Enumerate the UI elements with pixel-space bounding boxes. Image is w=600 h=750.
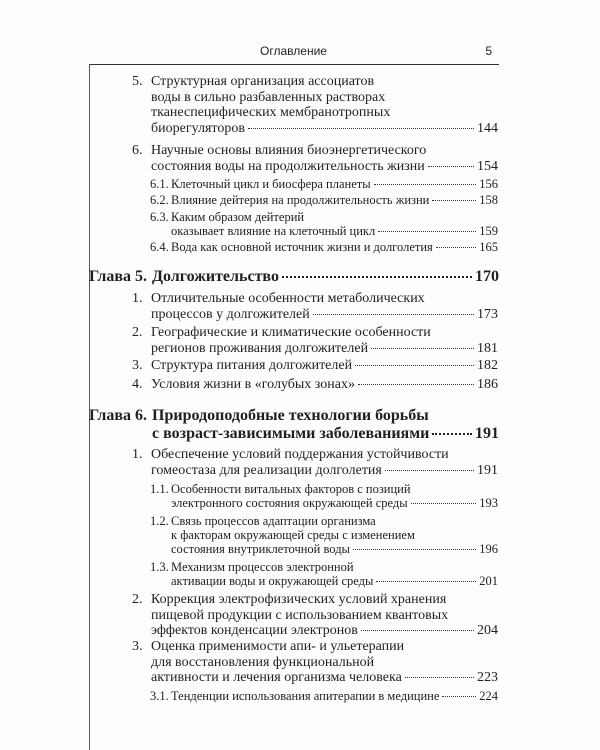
page-number: 154 [477,158,498,174]
dot-leader [411,503,477,504]
entry-number: 1.2. [150,514,169,528]
page-number: 204 [477,623,498,638]
entry-text: электронного состояния окружающей среды [171,496,408,510]
entry-text: воды в сильно разбавленных растворах [151,89,386,105]
header-title: Оглавление [260,44,327,58]
entry-text: Географические и климатические особенности [151,325,431,340]
entry-text: Клеточный цикл и биосфера планеты [171,177,371,191]
entry-number: 4. [132,377,143,392]
toc-entry[interactable] [132,291,498,323]
chapter-number: Глава 5. [89,268,147,285]
entry-number: 1.3. [150,560,169,574]
entry-number: 1. [132,291,143,306]
dot-leader [353,549,476,550]
toc-subentry[interactable] [150,482,498,511]
entry-text: состояния воды на продолжительность жизни [151,158,425,174]
dot-leader [442,696,476,697]
entry-number: 2. [132,325,143,340]
dot-leader [432,200,476,201]
toc-subentry[interactable] [150,193,498,208]
entry-text: Механизм процессов электронной [171,560,354,574]
entry-text: для восстановления функциональной [151,654,375,670]
entry-text: Тенденции использования апитерапии в медицине [171,689,440,703]
chapter-title: с возраст-зависимыми заболеваниями [152,424,430,442]
entry-number: 3.1. [150,689,169,703]
dot-leader [378,231,476,232]
entry-text: регионов проживания долгожителей [151,340,369,356]
toc-subentry[interactable] [150,514,498,557]
entry-text: Оценка применимости апи- и ульетерапии [151,639,405,654]
page-number: 165 [479,240,498,254]
page-number: 223 [477,670,498,685]
entry-number: 6.4. [150,240,169,254]
entry-text: Коррекция электрофизических условий хранения [151,592,447,607]
header-page-number: 5 [485,44,492,58]
toc-subentry[interactable] [150,240,498,255]
toc-subentry[interactable] [150,210,498,239]
page-number: 144 [477,120,498,136]
toc-entry[interactable] [132,143,498,175]
toc-subentry[interactable] [150,177,498,192]
dot-leader [436,247,476,248]
dot-leader [374,184,477,185]
page-number: 173 [477,306,498,322]
chapter-6-heading[interactable] [89,407,499,443]
page-number: 186 [477,377,498,392]
entry-text: Структура питания долгожителей [151,358,353,373]
entry-text: процессов у долгожителей [151,306,310,322]
chapter-title: Природоподобные технологии борьбы [152,407,429,424]
page-number: 158 [479,193,498,207]
dot-leader [361,630,474,631]
entry-text: Условия жизни в «голубых зонах» [151,377,355,392]
entry-text: Особенности витальных факторов с позиций [171,482,411,496]
entry-number: 6.3. [150,210,169,224]
entry-number: 1. [132,447,143,462]
entry-number: 3. [132,639,143,654]
entry-text: активности и лечения организма человека [151,670,402,685]
entry-text: Обеспечение условий поддержания устойчивости [151,447,449,462]
dot-leader [313,314,474,315]
entry-text: Каким образом дейтерий [171,210,305,224]
entry-text: биорегуляторов [151,120,245,136]
toc-entry[interactable] [132,592,498,640]
toc-entry[interactable] [132,377,498,393]
page-number: 201 [479,574,498,588]
entry-text: Влияние дейтерия на продолжительность жизни [171,193,430,207]
entry-text: эффектов конденсации электронов [151,623,358,638]
entry-text: к факторам окружающей среды с изменением [171,528,415,542]
entry-text: Научные основы влияния биоэнергетического [151,143,427,158]
entry-text: Отличительные особенности метаболических [151,291,425,306]
page-number: 191 [477,462,498,478]
entry-text: гомеостаза для реализации долголетия [151,462,382,478]
entry-number: 6.2. [150,193,169,207]
page-number: 156 [479,177,498,191]
toc-entry[interactable] [132,447,498,479]
entry-text: активации воды и окружающей среды [171,574,374,588]
chapter-5-heading[interactable] [89,268,499,286]
entry-text: пищевой продукции с использованием квантовых [151,607,449,623]
entry-number: 5. [132,74,143,89]
page-number: 196 [479,542,498,556]
dot-leader [428,166,474,167]
page-number: 182 [477,358,498,373]
dot-leader [371,348,474,349]
page-number: 191 [475,424,499,442]
entry-number: 3. [132,358,143,373]
toc-entry[interactable] [132,325,498,357]
entry-text: оказывает влияние на клеточный цикл [171,224,376,238]
header-rule [89,64,499,65]
dot-leader [248,128,474,129]
page-number: 181 [477,340,498,356]
toc-entry[interactable] [132,358,498,374]
toc-subentry[interactable] [150,560,498,589]
entry-number: 1.1. [150,482,169,496]
chapter-title: Долгожительство [152,268,279,285]
running-header [89,44,498,62]
entry-number: 6. [132,143,143,158]
entry-text: тканеспецифических мембранотропных [151,105,391,120]
dot-leader [376,581,476,582]
entry-text: Вода как основной источник жизни и долголетия [171,240,433,254]
page-number: 224 [479,689,498,703]
dot-leader [385,470,474,471]
page-number: 159 [479,224,498,238]
dot-leader [405,677,474,678]
chapter-number: Глава 6. [89,407,147,424]
toc-subentry[interactable] [150,689,498,704]
dot-leader [355,365,474,366]
dot-leader [282,276,472,278]
page-number: 170 [475,268,499,285]
entry-text: состояния внутриклеточной воды [171,542,350,556]
entry-text: Связь процессов адаптации организма [171,514,376,528]
entry-text: Структурная организация ассоциатов [151,74,375,89]
entry-number: 2. [132,592,143,607]
entry-number: 6.1. [150,177,169,191]
dot-leader [358,384,474,385]
toc-entry[interactable] [132,74,498,138]
dot-leader [432,433,472,435]
page-number: 193 [479,496,498,510]
toc-entry[interactable] [132,639,498,687]
